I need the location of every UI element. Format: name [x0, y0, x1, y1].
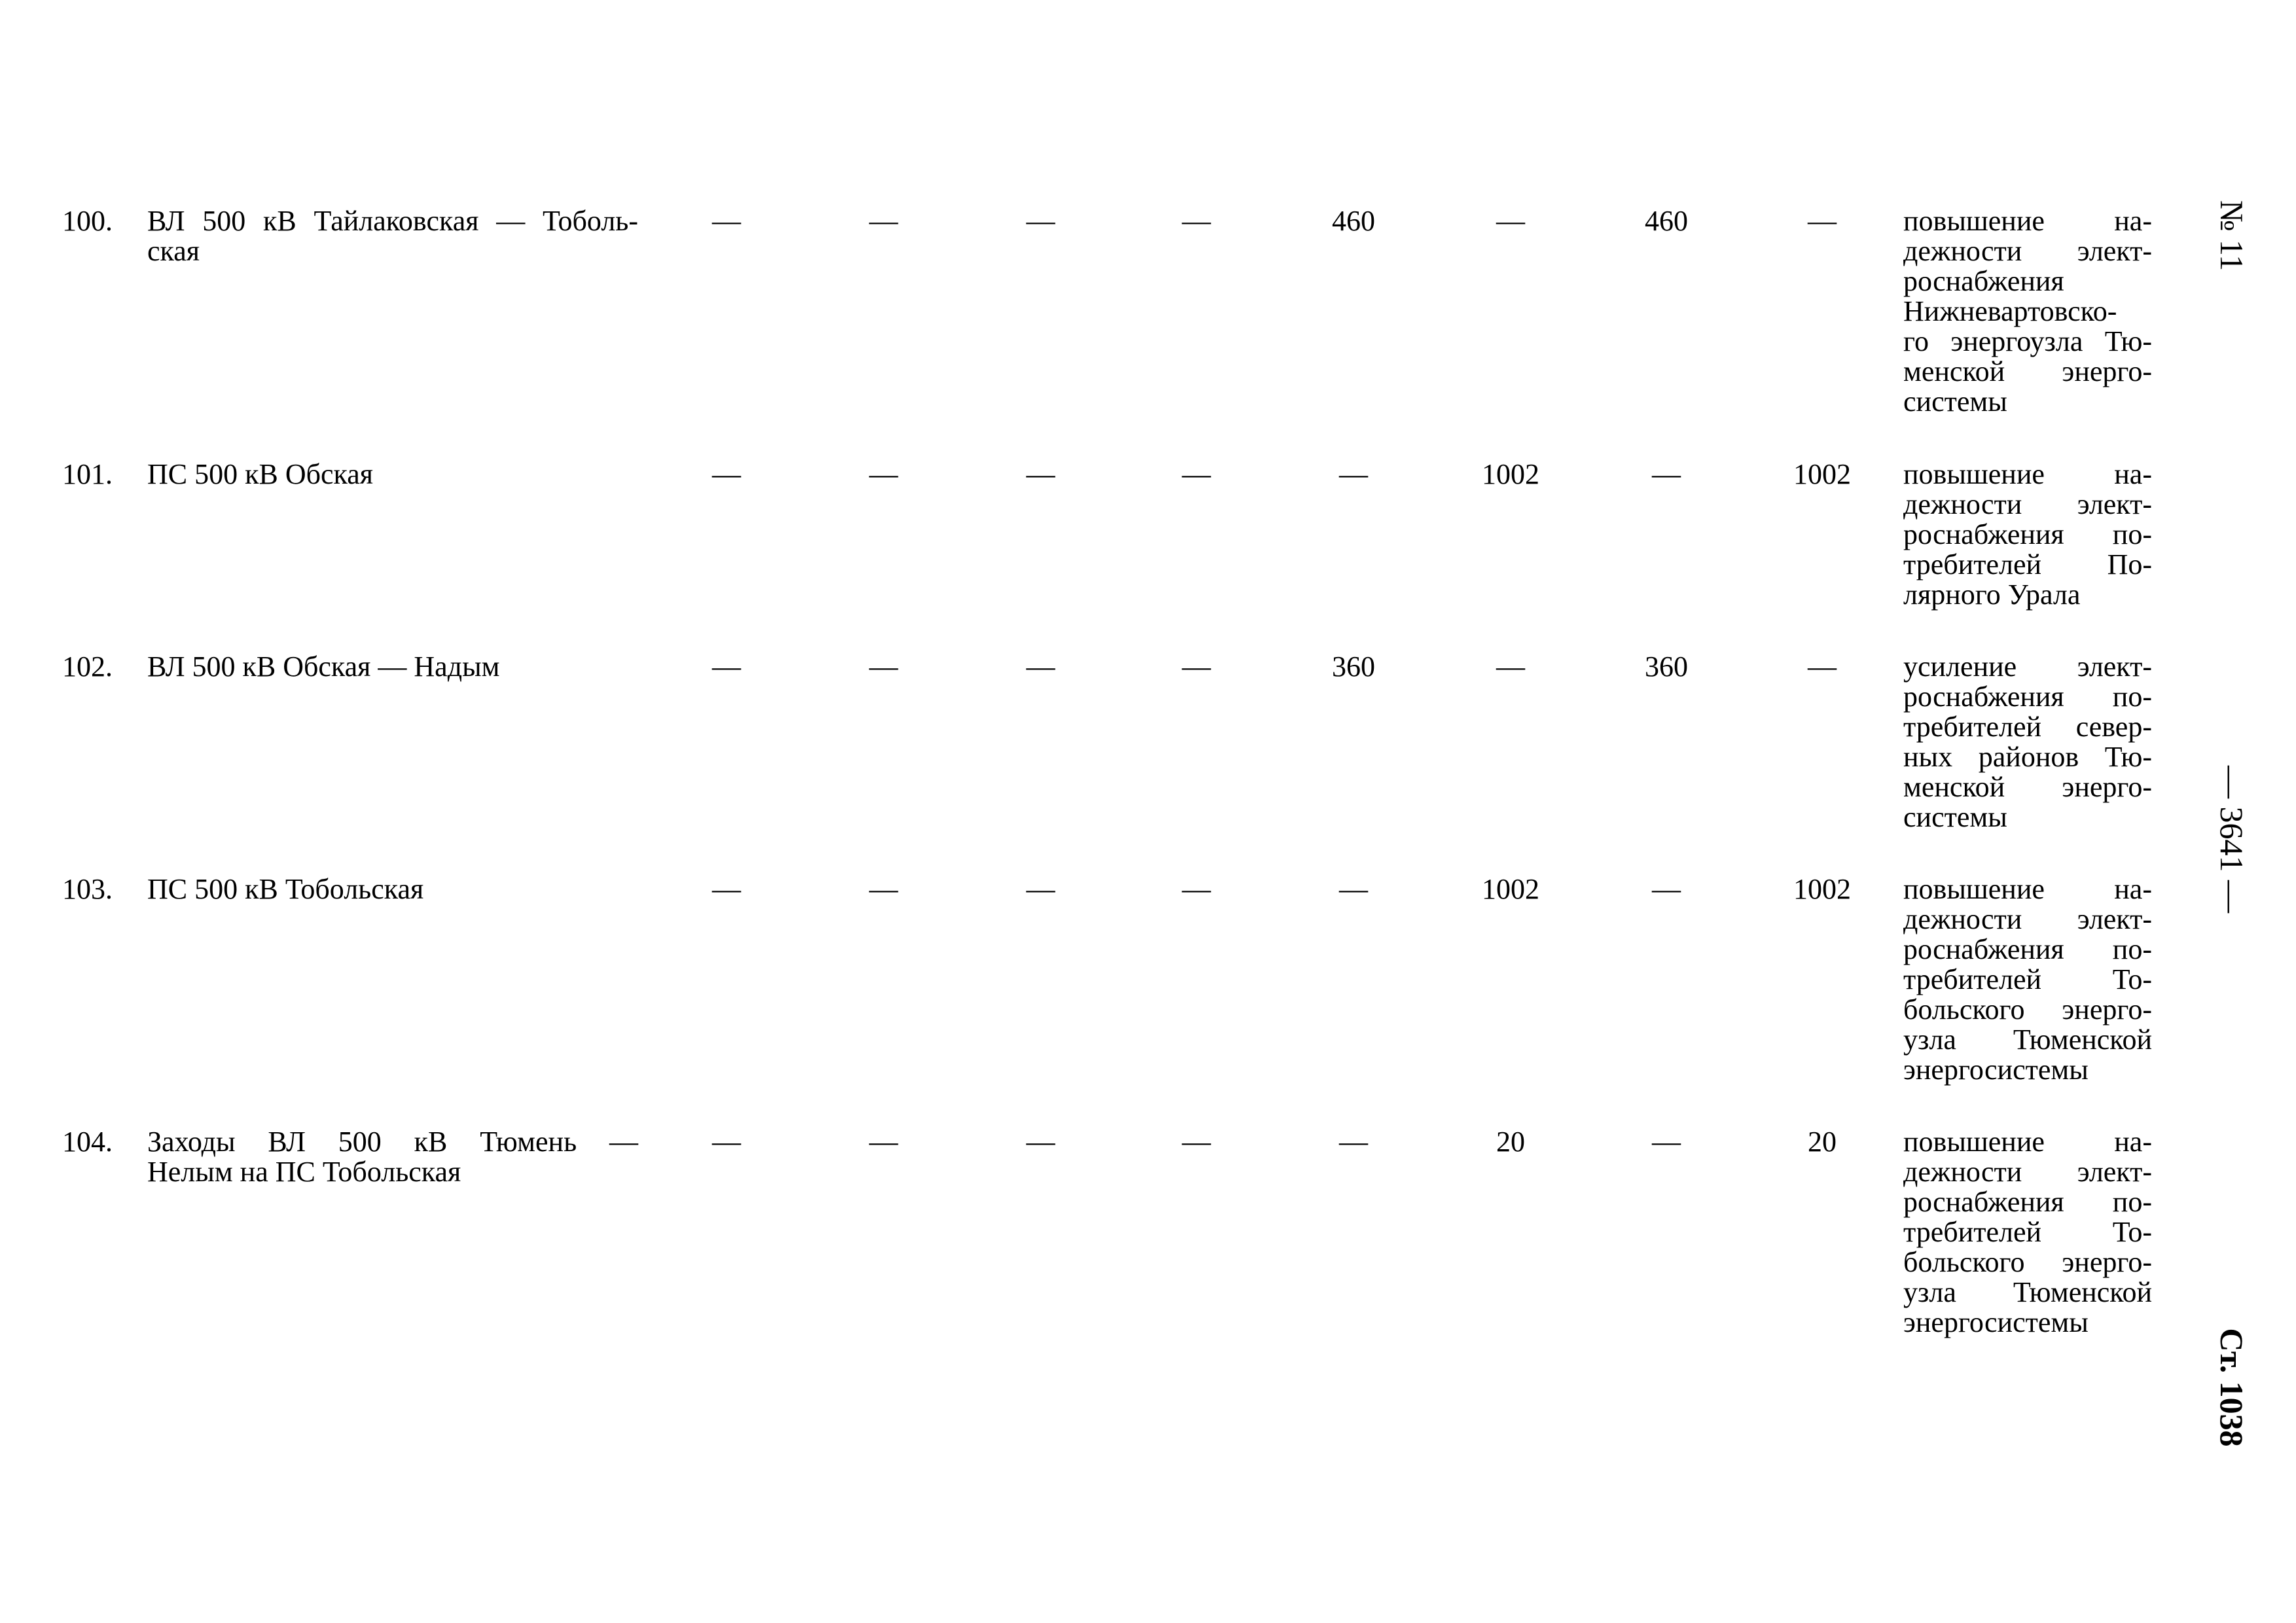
value-cell: —: [1496, 651, 1525, 683]
value-cell: —: [1026, 651, 1055, 683]
value-cell: —: [869, 651, 898, 683]
purpose-note-line: больского энерго-: [1903, 993, 2152, 1026]
value-cell: —: [869, 1126, 898, 1158]
purpose-note-line: дежности элект-: [1903, 488, 2152, 520]
object-name: [147, 652, 638, 682]
purpose-note-line: усиление элект-: [1903, 651, 2152, 683]
value-cell: —: [1652, 1126, 1681, 1158]
value-cell: —: [1652, 458, 1681, 490]
purpose-note-line: роснабжения: [1903, 265, 2064, 297]
object-name-line: Заходы ВЛ 500 кВ Тюмень —: [147, 1126, 638, 1158]
value-cell: —: [869, 873, 898, 905]
value-cell: —: [1339, 873, 1368, 905]
value-cell: —: [712, 651, 741, 683]
purpose-note-line: роснабжения по-: [1903, 518, 2152, 550]
purpose-note-line: системы: [1903, 385, 2007, 418]
purpose-note: [1903, 874, 2152, 1085]
purpose-note-line: узла Тюменской: [1903, 1276, 2152, 1308]
purpose-note: [1903, 652, 2152, 832]
purpose-note-line: ных районов Тю-: [1903, 741, 2152, 773]
purpose-note: [1903, 1127, 2152, 1338]
value-cell: —: [1182, 651, 1211, 683]
value-cell: —: [1652, 873, 1681, 905]
value-cell: —: [1182, 873, 1211, 905]
purpose-note-line: системы: [1903, 801, 2007, 833]
value-cell: 1002: [1482, 873, 1539, 905]
row-number: 102.: [62, 651, 113, 683]
row-number: 103.: [62, 873, 113, 905]
purpose-note-line: менской энерго-: [1903, 355, 2152, 387]
purpose-note: [1903, 459, 2152, 610]
purpose-note-line: повышение на-: [1903, 205, 2152, 237]
object-name-line: Нелым на ПС Тобольская: [147, 1156, 461, 1188]
issue-number: № 11: [2214, 200, 2250, 272]
purpose-note-line: повышение на-: [1903, 873, 2152, 905]
table-row: [0, 874, 2193, 1136]
value-cell: —: [712, 205, 741, 237]
article-number: Ст. 1038: [2214, 1328, 2250, 1447]
value-cell: —: [1026, 458, 1055, 490]
value-cell: 360: [1332, 651, 1375, 683]
value-cell: 20: [1496, 1126, 1525, 1158]
value-cell: —: [1808, 651, 1837, 683]
value-cell: —: [1026, 1126, 1055, 1158]
row-number: 100.: [62, 205, 113, 237]
purpose-note-line: узла Тюменской: [1903, 1024, 2152, 1056]
row-number: 104.: [62, 1126, 113, 1158]
purpose-note-line: энергосистемы: [1903, 1306, 2089, 1338]
purpose-note-line: роснабжения по-: [1903, 933, 2152, 965]
value-cell: —: [1026, 873, 1055, 905]
object-name: [147, 874, 638, 904]
purpose-note: [1903, 206, 2152, 417]
value-cell: 1002: [1793, 873, 1851, 905]
purpose-note-line: менской энерго-: [1903, 771, 2152, 803]
purpose-note-line: энергосистемы: [1903, 1054, 2089, 1086]
value-cell: 20: [1808, 1126, 1837, 1158]
object-name-line: ская: [147, 235, 200, 267]
object-name: [147, 459, 638, 490]
value-cell: —: [712, 873, 741, 905]
purpose-note-line: Нижневартовско-: [1903, 295, 2117, 327]
purpose-note-line: дежности элект-: [1903, 235, 2152, 267]
purpose-note-line: требителей То-: [1903, 963, 2152, 995]
value-cell: —: [1182, 205, 1211, 237]
row-number: 101.: [62, 458, 113, 490]
purpose-note-line: требителей То-: [1903, 1216, 2152, 1248]
object-name: [147, 1127, 638, 1187]
page-number: — 3641 —: [2214, 766, 2250, 913]
value-cell: 1002: [1482, 458, 1539, 490]
purpose-note-line: больского энерго-: [1903, 1246, 2152, 1278]
value-cell: —: [1182, 1126, 1211, 1158]
value-cell: 1002: [1793, 458, 1851, 490]
value-cell: 460: [1645, 205, 1688, 237]
value-cell: —: [1339, 458, 1368, 490]
value-cell: —: [712, 458, 741, 490]
purpose-note-line: го энергоузла Тю-: [1903, 325, 2152, 357]
value-cell: 360: [1645, 651, 1688, 683]
object-name: [147, 206, 638, 266]
purpose-note-line: требителей север-: [1903, 711, 2152, 743]
value-cell: —: [1808, 205, 1837, 237]
purpose-note-line: роснабжения по-: [1903, 681, 2152, 713]
object-name-line: ПС 500 кВ Обская: [147, 458, 374, 490]
value-cell: —: [712, 1126, 741, 1158]
value-cell: —: [1496, 205, 1525, 237]
purpose-note-line: лярного Урала: [1903, 579, 2081, 611]
value-cell: —: [1339, 1126, 1368, 1158]
value-cell: —: [1026, 205, 1055, 237]
purpose-note-line: дежности элект-: [1903, 903, 2152, 935]
table-row: [0, 206, 2193, 468]
purpose-note-line: повышение на-: [1903, 1126, 2152, 1158]
object-name-line: ВЛ 500 кВ Тайлаковская — Тоболь-: [147, 205, 638, 237]
purpose-note-line: повышение на-: [1903, 458, 2152, 490]
value-cell: —: [869, 458, 898, 490]
object-name-line: ПС 500 кВ Тобольская: [147, 873, 424, 905]
purpose-note-line: дежности элект-: [1903, 1156, 2152, 1188]
object-name-line: ВЛ 500 кВ Обская — Надым: [147, 651, 500, 683]
purpose-note-line: требителей По-: [1903, 548, 2152, 580]
value-cell: —: [1182, 458, 1211, 490]
value-cell: —: [869, 205, 898, 237]
purpose-note-line: роснабжения по-: [1903, 1186, 2152, 1218]
table-row: [0, 1127, 2193, 1389]
value-cell: 460: [1332, 205, 1375, 237]
